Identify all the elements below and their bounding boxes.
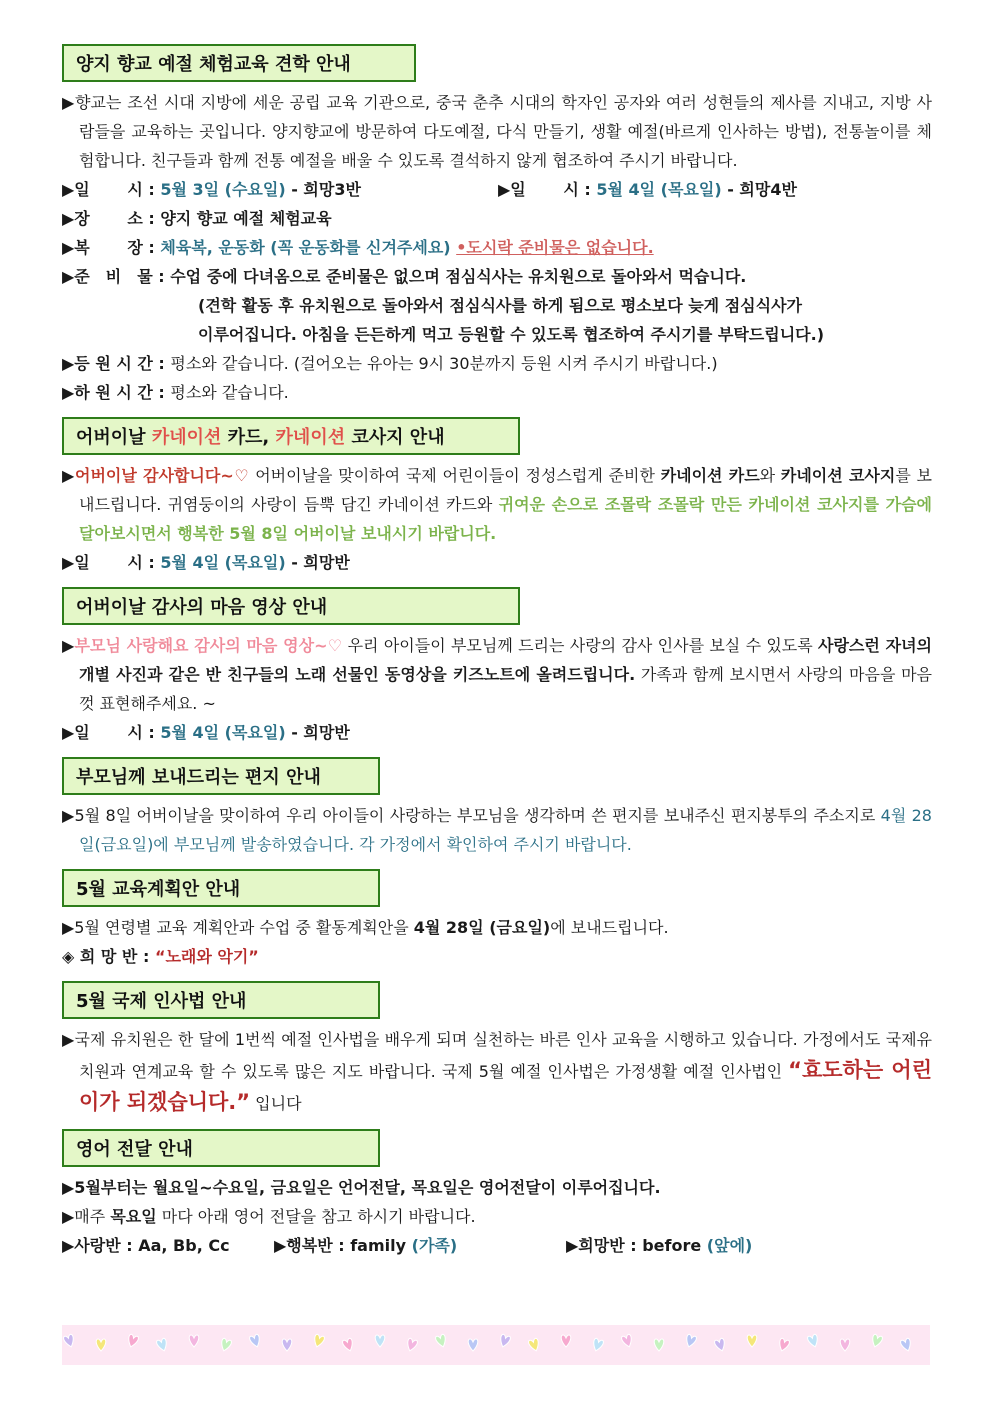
english-class-huimang: ▶희망반 : before (앞에) <box>566 1236 753 1255</box>
clothing-row: ▶복 장 : 체육복, 운동화 (꼭 운동화를 신겨주세요) •도시락 준비물은 없습니다. <box>62 238 654 257</box>
departure-value: 평소와 같습니다. <box>170 383 289 402</box>
heart-icon <box>405 1338 418 1352</box>
hyanggyo-intro-text: ▶향교는 조선 시대 지방에 세운 공립 교육 기관으로, 중국 춘추 시대의 학자인 공자와 여러 성현들의 제사를 지내고, 지방 사람들을 교육하는 곳입니다. 양지향교에 방문하여 다도예절, 다식 만들기, 생활 예절(바르게 인사하는 방법), 전통놀이를 체험합니다. 친구들과 함께 전통 예절을 배울 수 있도록 결석하지 않게 협조하여 주시기 바랍니다. <box>62 93 932 170</box>
clothing-value: 체육복, 운동화 (꼭 운동화를 신겨주세요) <box>160 238 457 257</box>
heart-icon <box>435 1334 448 1348</box>
greeting-phrase: “효도하는 어린이가 되겠습니다.” <box>79 1058 932 1114</box>
heart-icon <box>249 1334 262 1348</box>
heart-icon <box>714 1338 727 1352</box>
heart-icon <box>528 1338 541 1352</box>
plan-class-row: ◈ 희 망 반 : “노래와 악기” <box>62 947 259 966</box>
section-greeting <box>62 981 932 1119</box>
english-line-1: ▶5월부터는 월요일~수요일, 금요일은 언어전달, 목요일은 영어전달이 이루어집니다. <box>62 1178 661 1197</box>
plan-paragraph: ▶5월 연령별 교육 계획안과 수업 중 활동계획안을 4월 28일 (금요일)에 보내드립니다. <box>62 918 669 937</box>
section-english <box>62 1129 932 1260</box>
english-classes-row <box>62 1231 932 1260</box>
heart-icon <box>126 1334 139 1348</box>
english-class-sarang: ▶사랑반 : Aa, Bb, Cc <box>62 1236 230 1255</box>
heart-icon <box>156 1338 169 1352</box>
heart-icon <box>312 1334 325 1348</box>
plan-class-theme: “노래와 악기” <box>154 947 259 966</box>
section-letter <box>62 757 932 859</box>
heart-icon <box>282 1339 292 1351</box>
heart-icon <box>900 1338 913 1352</box>
heart-icon <box>96 1339 106 1351</box>
carnation-paragraph: ▶어버이날 감사합니다~♡ 어버이날을 맞이하여 국제 어린이들이 정성스럽게 준비한 카네이션 카드와 카네이션 코사지를 보내드립니다. 귀염둥이의 사랑이 듬뿍 담긴 카네이션 카드와 귀여운 손으로 조몰락 조몰락 만든 카네이션 코사지를 가슴에 달아보시면서 행복한 5월 8일 어버이날 보내시기 바랍니다. <box>62 466 932 543</box>
section-title-letter: 부모님께 보내드리는 편지 안내 <box>62 757 380 795</box>
section-video <box>62 587 932 747</box>
hyanggyo-dates <box>62 175 932 204</box>
section-title-greeting: 5월 국제 인사법 안내 <box>62 981 380 1019</box>
video-date-value: 5월 4일 (목요일) <box>160 723 286 742</box>
place-value: 양지 향교 예절 체험교육 <box>160 209 332 228</box>
departure-row: ▶하 원 시 간 : 평소와 같습니다. <box>62 383 289 402</box>
section-carnation <box>62 417 932 577</box>
section-hyanggyo <box>62 44 932 407</box>
section-title-hyanggyo: 양지 향교 예절 체험교육 견학 안내 <box>62 44 416 82</box>
heart-icon <box>777 1338 790 1352</box>
section-title-video: 어버이날 감사의 마음 영상 안내 <box>62 587 520 625</box>
heart-icon <box>468 1339 478 1351</box>
arrival-row: ▶등 원 시 간 : 평소와 같습니다. (걸어오는 유아는 9시 30분까지 등원 시켜 주시기 바랍니다.) <box>62 354 718 373</box>
prep-value-1: 수업 중에 다녀옴으로 준비물은 없으며 점심식사는 유치원으로 돌아와서 먹습니다. <box>170 267 747 286</box>
section-plan <box>62 869 932 971</box>
place-row: ▶장 소 : 양지 향교 예절 체험교육 <box>62 209 332 228</box>
hyanggyo-intro <box>62 88 932 175</box>
heart-icon <box>561 1335 571 1347</box>
heart-icon <box>747 1335 757 1347</box>
date-row-1: ▶일 시 : 5월 3일 (수요일) - 희망3반 <box>62 180 361 199</box>
section-title-carnation: 어버이날 카네이션 카드, 카네이션 코사지 안내 <box>62 417 520 455</box>
prep-row: ▶준 비 물 : 수업 중에 다녀옴으로 준비물은 없으며 점심식사는 유치원으로 돌아와서 먹습니다. <box>62 267 747 286</box>
heart-icon <box>189 1335 199 1347</box>
date-row-2: ▶일 시 : 5월 4일 (목요일) - 희망4반 <box>498 180 797 199</box>
heart-icon <box>342 1338 355 1352</box>
heart-icon <box>840 1339 850 1351</box>
letter-paragraph: ▶5월 8일 어버이날을 맞이하여 우리 아이들이 사랑하는 부모님을 생각하며 쓴 편지를 보내주신 편지봉투의 주소지로 4월 28일(금요일)에 부모님께 발송하였습니다. 각 가정에서 확인하여 주시기 바랍니다. <box>62 806 932 854</box>
english-class-haengbok: ▶행복반 : family (가족) <box>274 1236 458 1255</box>
heart-icon <box>870 1334 883 1348</box>
heart-icon <box>591 1338 604 1352</box>
heart-icon <box>498 1334 511 1348</box>
hearts-decoration <box>62 1325 930 1365</box>
section-title-english: 영어 전달 안내 <box>62 1129 380 1167</box>
heart-icon <box>219 1338 232 1352</box>
video-date-row: ▶일 시 : 5월 4일 (목요일) - 희망반 <box>62 723 350 742</box>
heart-icon <box>807 1334 820 1348</box>
date-value-2: 5월 4일 (목요일) <box>596 180 722 199</box>
carnation-date-row: ▶일 시 : 5월 4일 (목요일) - 희망반 <box>62 553 350 572</box>
video-paragraph: ▶부모님 사랑해요 감사의 마음 영상~♡ 우리 아이들이 부모님께 드리는 사랑의 감사 인사를 보실 수 있도록 사랑스런 자녀의 개별 사진과 같은 반 친구들의 노래 선물인 동영상을 키즈노트에 올려드립니다. 가족과 함께 보시면서 사랑의 마음을 마음껏 표현해주세요. ~ <box>62 636 933 713</box>
carnation-date-value: 5월 4일 (목요일) <box>160 553 286 572</box>
heart-icon <box>621 1334 634 1348</box>
heart-icon <box>63 1334 76 1348</box>
section-title-plan: 5월 교육계획안 안내 <box>62 869 380 907</box>
prep-row-3: 이루어집니다. 아침을 든든하게 먹고 등원할 수 있도록 협조하여 주시기를 부탁드립니다.) <box>198 325 825 344</box>
newsletter-page <box>62 44 932 1260</box>
prep-row-2: (견학 활동 후 유치원으로 돌아와서 점심식사를 하게 됨으로 평소보다 늦게 점심식사가 <box>198 296 802 315</box>
heart-icon <box>654 1339 664 1351</box>
heart-border-strip <box>62 1325 930 1365</box>
lunchbox-note: •도시락 준비물은 없습니다. <box>456 238 654 257</box>
english-line-2: ▶매주 목요일 마다 아래 영어 전달을 참고 하시기 바랍니다. <box>62 1207 476 1226</box>
heart-icon <box>375 1335 385 1347</box>
arrival-value: 평소와 같습니다. (걸어오는 유아는 9시 30분까지 등원 시켜 주시기 바랍니다.) <box>170 354 718 373</box>
date-value-1: 5월 3일 (수요일) <box>160 180 286 199</box>
greeting-paragraph: ▶국제 유치원은 한 달에 1번씩 예절 인사법을 배우게 되며 실천하는 바른 인사 교육을 시행하고 있습니다. 가정에서도 국제유치원과 연계교육 할 수 있도록 많은 지도 바랍니다. 국제 5월 예절 인사법은 가정생활 예절 인사법인 “효도하는 어린이가 되겠습니다.” 입니다 <box>62 1030 932 1114</box>
heart-icon <box>684 1334 697 1348</box>
